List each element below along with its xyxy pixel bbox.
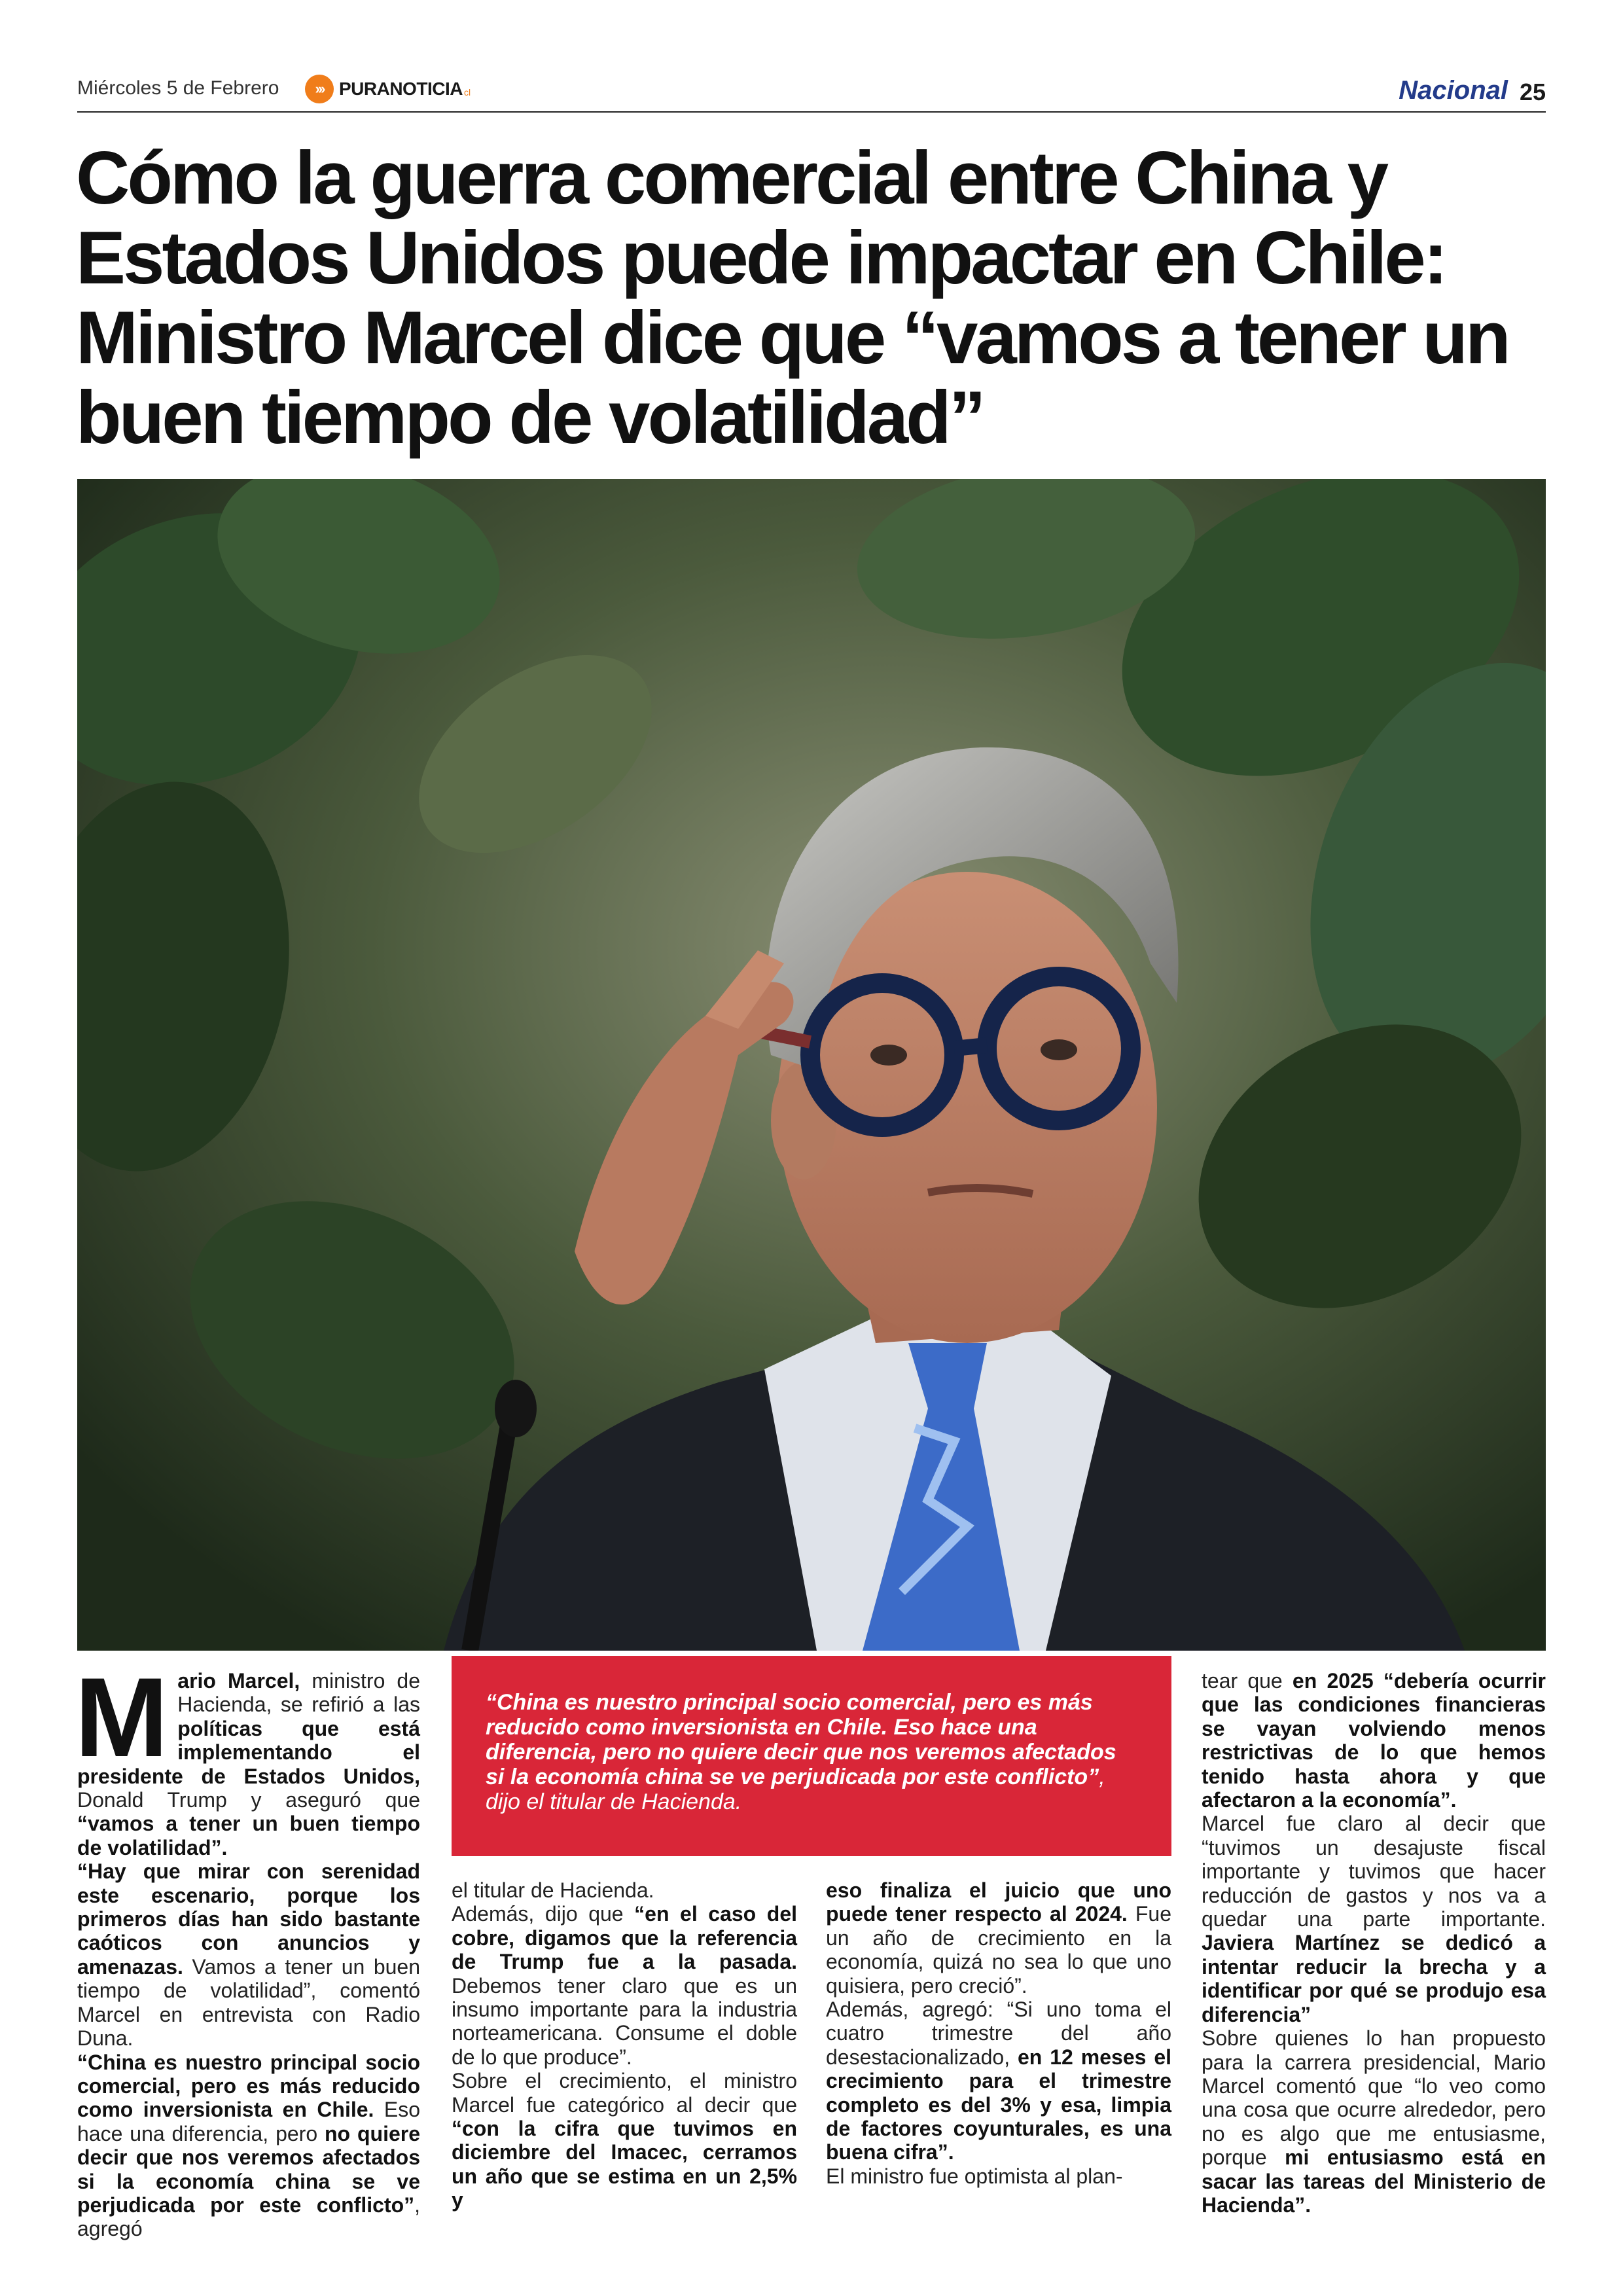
body-text: Además, dijo que xyxy=(452,1902,635,1926)
body-bold: eso finaliza el juicio que uno puede tener respecto al 2024. xyxy=(826,1878,1171,1926)
body-text: Marcel fue claro al decir que “tuvimos un desajuste fiscal importante y tuvimos que hacer reducción de gastos y nos va a quedar una parte importante. xyxy=(1202,1812,1546,1931)
body-bold: “China es nuestro principal socio comercial, pero es más reducido como inversionista en Chile. xyxy=(77,2050,420,2122)
body-text: Donald Trump y aseguró que xyxy=(77,1788,420,1812)
body-bold: “en el caso del cobre, digamos que la referencia de Trump fue a la pasada. xyxy=(452,1902,798,1974)
body-text: Vamos a tener un buen tiempo de volatilidad”, comentó Marcel en entrevista con Radio Duna. xyxy=(77,1954,420,2051)
body-paragraph: El ministro fue optimista al plan- xyxy=(826,2164,1123,2188)
body-text: Sobre quienes lo han propuesto para la carrera presidencial, Mario Marcel comentó que “lo veo como una cosa que ocurre alrededor, pero no es algo que me entusiasme, porque xyxy=(1202,2026,1546,2170)
logo-suffix: cl xyxy=(463,87,471,98)
body-text: Debemos tener claro que es un insumo importante para la industria norteamericana. Consume el doble de lo que produce”. xyxy=(452,1973,797,2069)
pullquote-text: “China es nuestro principal socio comercial, pero es más reducido como inversionista en Chile. Eso hace una diferencia, pero no quiere decir que nos veremos afectados si la economía china se ve perjudicada por este conflicto” xyxy=(486,1690,1116,1789)
body-bold: en 12 meses el crecimiento para el trimestre completo es del 3% y esa, limpia de factores coyunturales, es una buena cifra”. xyxy=(826,2045,1172,2164)
body-bold: “vamos a tener un buen tiempo de volatilidad”. xyxy=(77,1812,420,1859)
pullquote-attribution: , dijo el titular de Hacienda. xyxy=(486,1765,1105,1814)
logo-wordmark: PURANOTICIA xyxy=(339,79,463,99)
header-divider xyxy=(77,111,1546,113)
body-bold: “Hay que mirar con serenidad este escenario, porque los primeros días han sido bastante caóticos con anuncios y amenazas. xyxy=(77,1859,420,1979)
body-text: Fue un año de crecimiento en la economía, quizá no sea lo que uno quisiera, pero creció”. xyxy=(826,1902,1172,1998)
article-column-1 xyxy=(75,1655,421,2241)
article-photo xyxy=(77,479,1546,1651)
body-text: Además, agregó: “Si uno toma el cuatro trimestre del año desestacionalizado, xyxy=(826,1998,1171,2069)
body-bold: mi entusiasmo está en sacar las tareas del Ministerio de Hacienda”. xyxy=(1202,2145,1546,2217)
article-column-4 xyxy=(1202,1669,1546,2217)
section-label: Nacional xyxy=(1399,76,1508,105)
site-logo[interactable] xyxy=(305,75,471,103)
body-text: tear que xyxy=(1202,1669,1293,1693)
article-column-2 xyxy=(452,1878,797,2212)
body-paragraph: el titular de Hacienda. xyxy=(452,1878,654,1902)
body-bold: Javiera Martínez se dedicó a intentar reducir la brecha y a identificar por qué se produjo esa diferencia” xyxy=(1202,1931,1546,2026)
body-text: Eso hace una diferencia, pero xyxy=(77,2098,421,2145)
dropcap: M xyxy=(75,1655,169,1780)
triple-chevron-icon: ››› xyxy=(305,75,334,103)
body-text: , agregó xyxy=(77,2193,420,2241)
body-text: ministro de Hacienda, se refirió a las xyxy=(177,1669,420,1717)
body-bold: no quiere decir que nos veremos afectados si la economía china se ve perjudicada por este conflicto” xyxy=(77,2121,421,2217)
body-bold: políticas que está implementando el presidente de Estados Unidos, xyxy=(77,1716,420,1788)
page-number: 25 xyxy=(1519,79,1546,105)
body-bold: en 2025 “debería ocurrir que las condiciones financieras se vayan volviendo menos restrictivas de lo que hemos tenido hasta ahora y que afectaron a la economía”. xyxy=(1202,1669,1546,1812)
body-text: Sobre el crecimiento, el ministro Marcel fue categórico al decir que xyxy=(452,2069,797,2117)
header-date: Miércoles 5 de Febrero xyxy=(77,77,279,99)
lead-bold-name: ario Marcel, xyxy=(177,1669,300,1693)
article-column-3 xyxy=(826,1878,1171,2188)
body-bold: “con la cifra que tuvimos en diciembre del Imacec, cerramos un año que se estima en un 2,5% y xyxy=(452,2117,797,2212)
article-headline: Cómo la guerra comercial entre China y Estados Unidos puede impactar en Chile: Ministro Marcel dice que “vamos a tener un buen tiempo de volatilidad” xyxy=(76,137,1508,459)
pullquote-box xyxy=(452,1656,1171,1856)
